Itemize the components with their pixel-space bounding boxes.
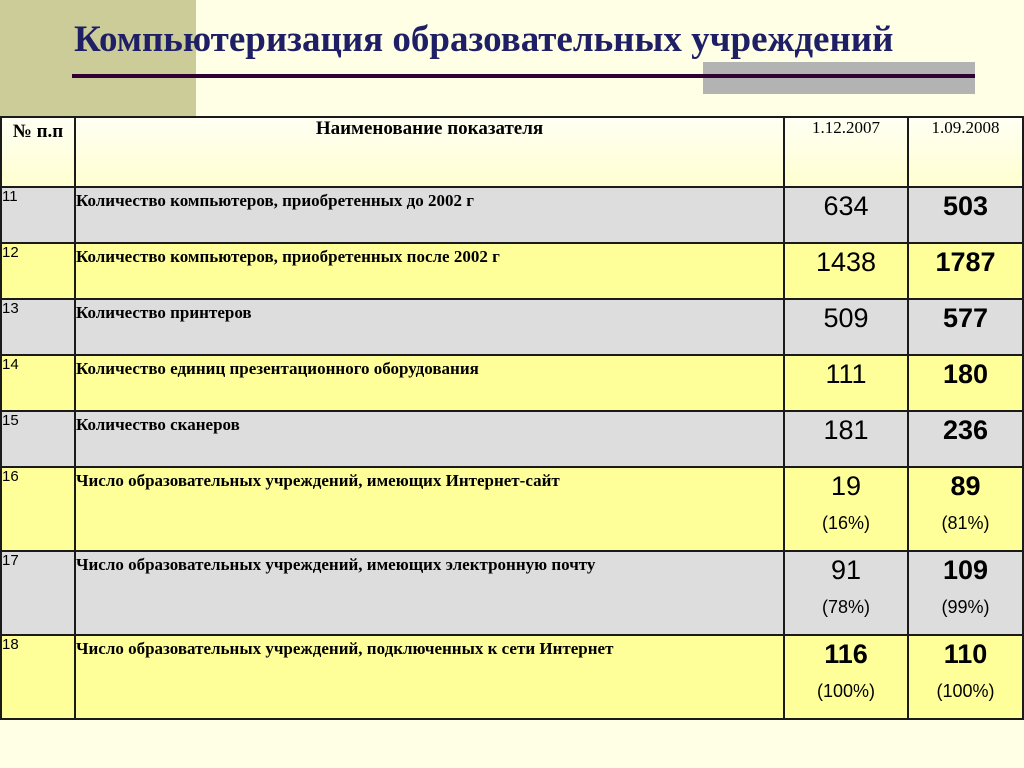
value-2008-cell: [908, 635, 1023, 719]
value-2008-cell: [908, 243, 1023, 299]
value-2007: 116: [824, 639, 868, 669]
percent-2007: (78%): [821, 597, 870, 617]
decorative-block-right: [703, 62, 975, 94]
row-indicator-name: Число образовательных учреждений, подключенных к сети Интернет: [75, 635, 784, 719]
row-indicator-name: Количество компьютеров, приобретенных до 2002 г: [75, 187, 784, 243]
value-2007: 19: [830, 471, 862, 501]
value-2008: 503: [942, 191, 989, 221]
value-2008-cell: [908, 551, 1023, 635]
row-indicator-name: Количество принтеров: [75, 299, 784, 355]
value-2008: 110: [943, 639, 988, 669]
title-underline: [72, 74, 975, 78]
value-2008-cell: [908, 299, 1023, 355]
percent-2007: (16%): [821, 513, 870, 533]
value-2007: 111: [825, 359, 867, 389]
header-date-2: 1.09.2008: [908, 117, 1023, 187]
value-2008: 109: [942, 555, 989, 585]
value-2008: 89: [950, 471, 981, 501]
row-number: 17: [1, 551, 75, 635]
table-row: [1, 551, 1023, 635]
percent-2007: (100%): [816, 681, 876, 701]
value-2007-cell: [784, 299, 908, 355]
value-2007: 91: [830, 555, 862, 585]
value-2008-cell: [908, 187, 1023, 243]
value-2007-cell: [784, 551, 908, 635]
row-indicator-name: Количество единиц презентационного оборудования: [75, 355, 784, 411]
row-number: 18: [1, 635, 75, 719]
value-2008-cell: [908, 411, 1023, 467]
value-2007: 1438: [815, 247, 877, 277]
value-2008: 577: [942, 303, 989, 333]
value-2008-cell: [908, 467, 1023, 551]
header-date-1: 1.12.2007: [784, 117, 908, 187]
row-indicator-name: Число образовательных учреждений, имеющих электронную почту: [75, 551, 784, 635]
table-row: [1, 467, 1023, 551]
table-row: [1, 299, 1023, 355]
value-2007-cell: [784, 187, 908, 243]
value-2007-cell: [784, 355, 908, 411]
page-title: Компьютеризация образовательных учреждений: [74, 19, 894, 60]
table-row: [1, 411, 1023, 467]
value-2007-cell: [784, 467, 908, 551]
value-2007: 509: [823, 303, 869, 333]
row-indicator-name: Количество компьютеров, приобретенных после 2002 г: [75, 243, 784, 299]
value-2007-cell: [784, 243, 908, 299]
value-2008: 180: [942, 359, 989, 389]
header-number: № п.п: [1, 117, 75, 187]
row-number: 15: [1, 411, 75, 467]
value-2008: 1787: [935, 247, 996, 277]
value-2007-cell: [784, 411, 908, 467]
percent-2008: (81%): [941, 513, 990, 533]
value-2007: 181: [823, 415, 869, 445]
row-number: 11: [1, 187, 75, 243]
row-number: 14: [1, 355, 75, 411]
header-indicator-name: Наименование показателя: [75, 117, 784, 187]
table-row: [1, 355, 1023, 411]
value-2008-cell: [908, 355, 1023, 411]
row-number: 16: [1, 467, 75, 551]
table-row: [1, 635, 1023, 719]
percent-2008: (100%): [936, 681, 995, 701]
indicators-table: [0, 116, 1024, 720]
row-indicator-name: Количество сканеров: [75, 411, 784, 467]
row-number: 13: [1, 299, 75, 355]
table-row: [1, 243, 1023, 299]
table-row: [1, 187, 1023, 243]
percent-2008: (99%): [941, 597, 990, 617]
value-2007-cell: [784, 635, 908, 719]
value-2007: 634: [823, 191, 869, 221]
value-2008: 236: [942, 415, 989, 445]
row-number: 12: [1, 243, 75, 299]
row-indicator-name: Число образовательных учреждений, имеющих Интернет-сайт: [75, 467, 784, 551]
table-header-row: [1, 117, 1023, 187]
